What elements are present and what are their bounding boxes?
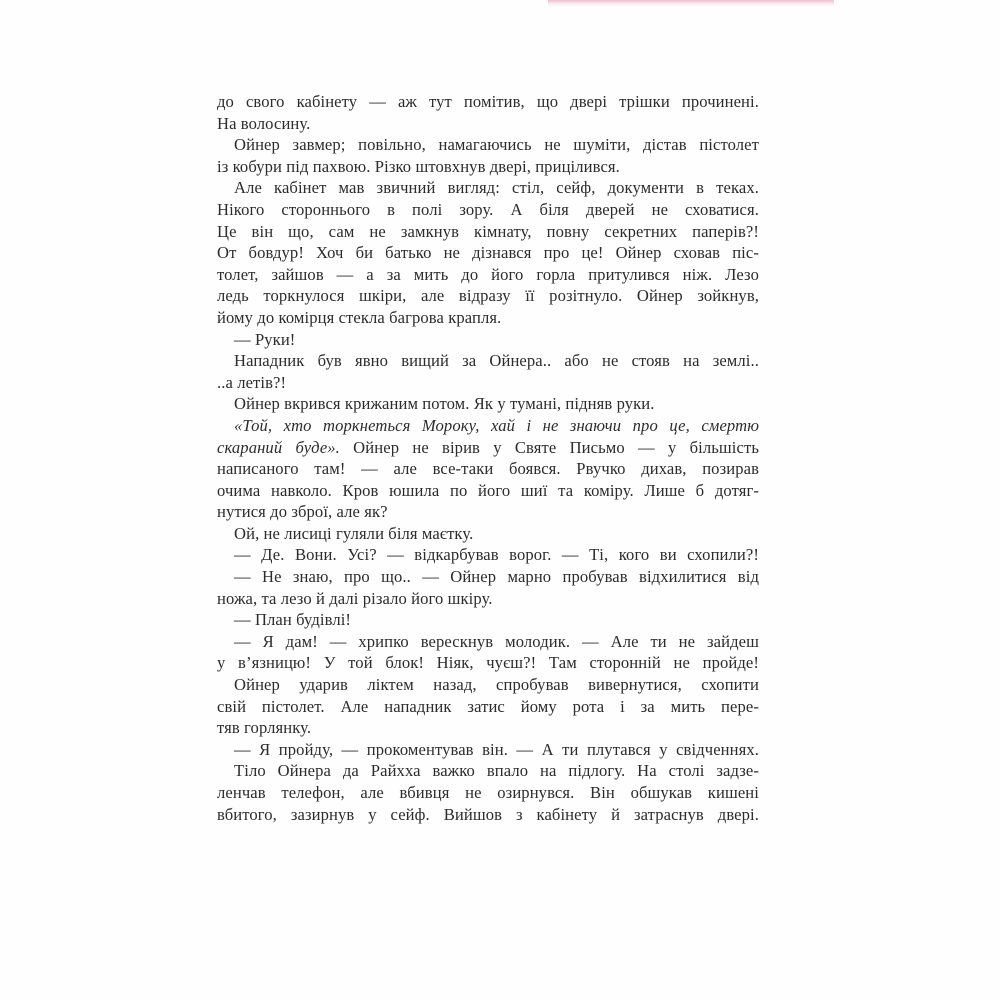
text-line: вбитого, зазирнув у сейф. Вийшов з кабінету й затраснув двері.: [217, 804, 759, 824]
scan-artifact-top-bar: [548, 0, 834, 7]
body-text-block: [217, 91, 759, 825]
text-line: до свого кабінету — аж тут помітив, що двері трішки прочинені.: [217, 92, 759, 111]
text-line: написаного там! — але все-таки боявся. Рвучко дихав, позирав: [217, 459, 759, 479]
text-line: тяв горлянку.: [217, 718, 312, 738]
text-line: Ойнер вкрився крижаним потом. Як у тумані, підняв руки.: [234, 394, 655, 414]
text-line: скараний буде». Ойнер не вірив у Святе Письмо — у більшість: [217, 437, 759, 457]
text-line: На волосину.: [217, 113, 311, 133]
text-line: Тіло Ойнера да Райхха важко впало на підлогу. На столі задзе-: [234, 761, 759, 781]
text-line: [217, 415, 759, 437]
text-line: Ойнер ударив ліктем назад, спробував вивернутися, схопити: [234, 675, 759, 695]
text-line: — Руки!: [234, 329, 296, 349]
text-line: Ой, не лисиці гуляли біля маєтку.: [234, 523, 474, 543]
text-line: — План будівлі!: [234, 610, 352, 630]
text-line: толет, зайшов — а за мить до його горла притулився ніж. Лезо: [217, 264, 759, 284]
text-line: очима навколо. Кров юшила по його шиї та коміру. Лише б дотяг-: [217, 480, 759, 500]
text-line: нутися до зброї, але як?: [217, 502, 388, 522]
text-line: ленчав телефон, але вбивця не озирнувся. Він обшукав кишені: [217, 783, 759, 802]
text-line: йому до комірця стекла багрова крапля.: [217, 307, 502, 327]
text-line: Нападник був явно вищий за Ойнера.. або не стояв на землі..: [234, 351, 759, 371]
text-line: Але кабінет мав звичний вигляд: стіл, сейф, документи в теках.: [234, 178, 759, 198]
text-line: ножа, та лезо й далі різало його шкіру.: [217, 588, 493, 608]
text-line: — Я дам! — хрипко верескнув молодик. — Але ти не зайдеш: [234, 631, 759, 651]
text-line: — Де. Вони. Усі? — відкарбував ворог. — Ті, кого ви схопили?!: [234, 545, 759, 565]
text-line: із кобури під пахвою. Різко штовхнув двері, прицілився.: [217, 156, 620, 176]
italic-quote-text: «Той, хто торкнеться Мороку, хай і не знаючи про це, смертю: [234, 415, 759, 435]
text-line: Це він що, сам не замкнув кімнату, повну секретних паперів?!: [217, 221, 759, 241]
text-line: Ойнер завмер; повільно, намагаючись не шуміти, дістав пістолет: [234, 135, 759, 155]
text-line: От бовдур! Хоч би батько не дізнався про це! Ойнер сховав піс-: [217, 243, 759, 263]
text-line: ледь торкнулося шкіри, але відразу її розітнуло. Ойнер зойкнув,: [217, 286, 759, 306]
text-line: — Не знаю, про що.. — Ойнер марно пробував відхилитися від: [234, 567, 759, 587]
text-line: — Я пройду, — прокоментував він. — А ти плутався у свідченнях.: [234, 739, 759, 759]
italic-quote-text: скараний буде».: [217, 437, 340, 457]
text-line: свій пістолет. Але нападник затис йому рота і за мить пере-: [217, 696, 759, 716]
text-line: у в’язницю! У той блок! Ніяк, чуєш?! Там сторонній не пройде!: [217, 653, 759, 673]
text-line: Нікого стороннього в полі зору. А біля дверей не сховатися.: [217, 199, 759, 219]
text-line: ..а летів?!: [217, 372, 287, 392]
